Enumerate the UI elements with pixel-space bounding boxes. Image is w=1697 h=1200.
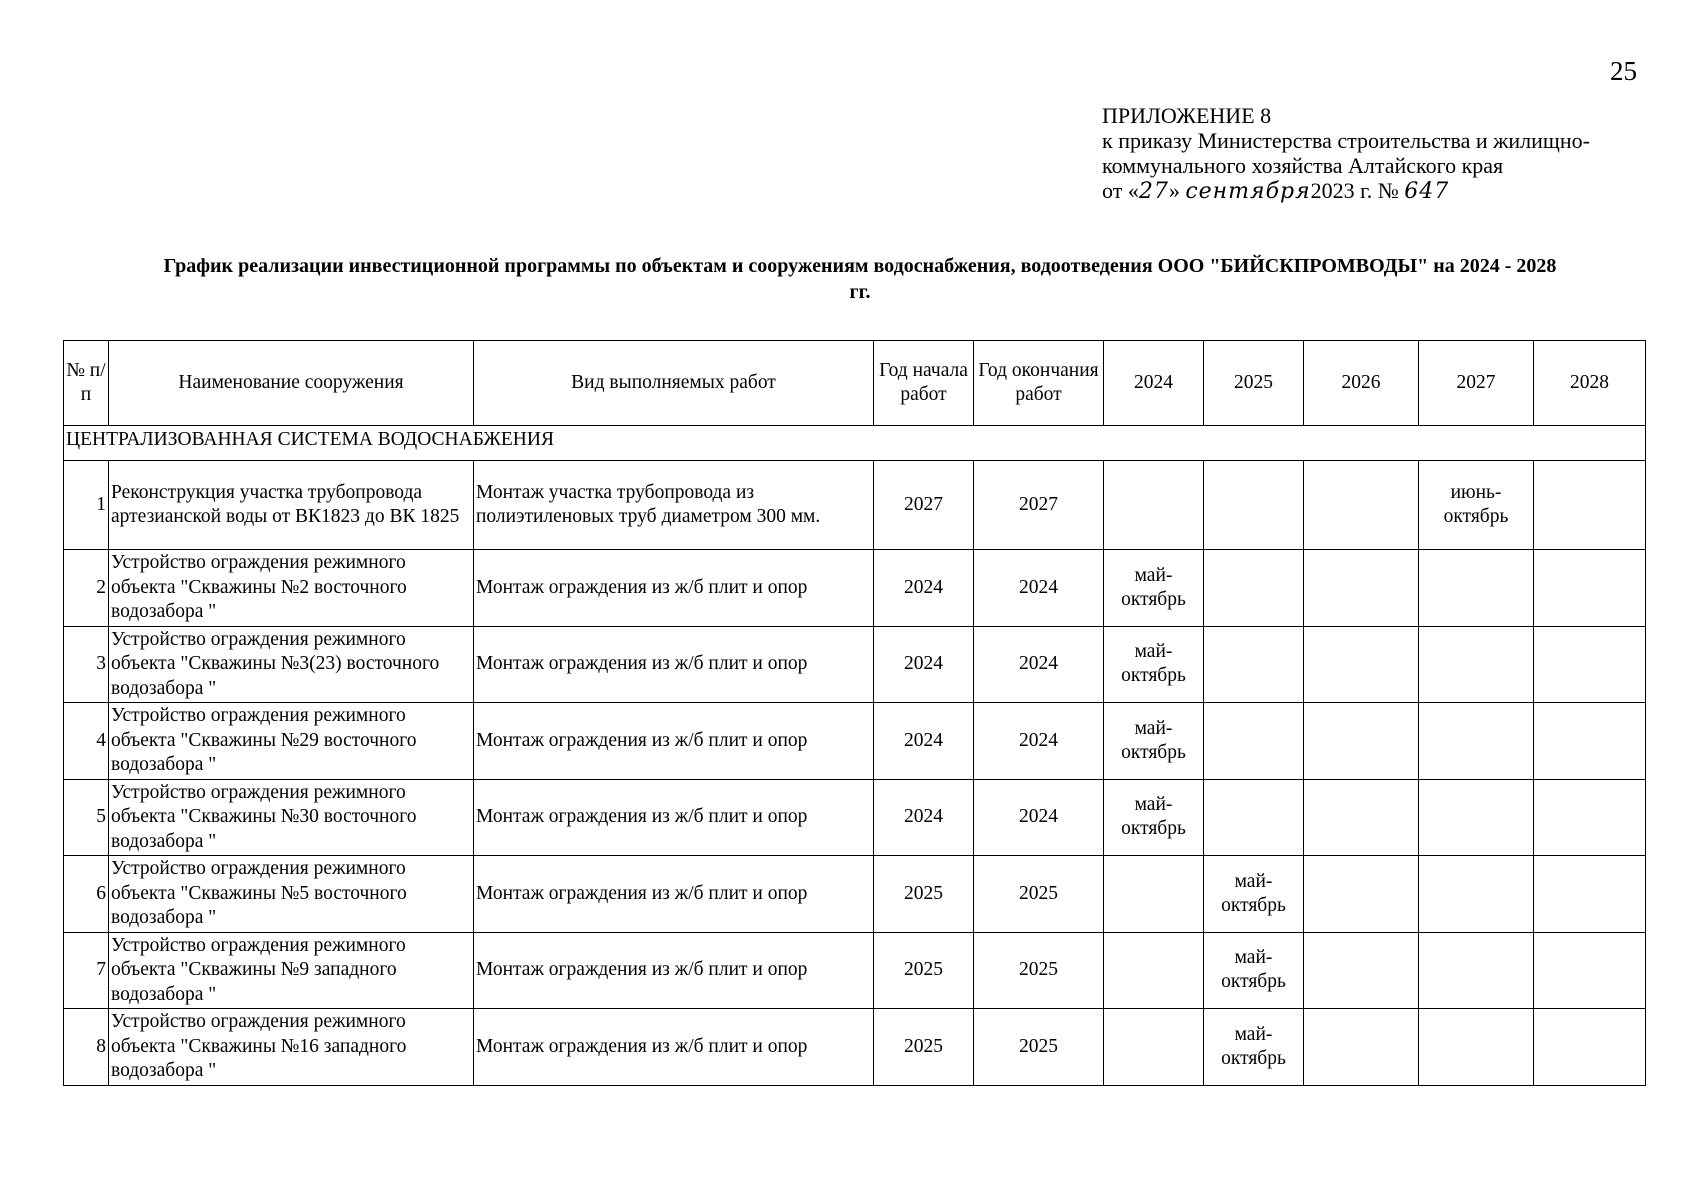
title-line-2: гг. <box>849 281 871 303</box>
row-number: 8 <box>64 1009 109 1086</box>
table-row <box>64 1009 1646 1086</box>
schedule-2027 <box>1419 856 1534 933</box>
start-year: 2024 <box>874 703 974 780</box>
start-year: 2027 <box>874 461 974 550</box>
handwritten-day: 27 <box>1138 179 1169 204</box>
header-start-year: Год начала работ <box>874 341 974 426</box>
facility-name: Реконструкция участка трубопровода артезианской воды от ВК1823 до ВК 1825 <box>109 461 474 550</box>
schedule-2028 <box>1534 461 1646 550</box>
work-type: Монтаж ограждения из ж/б плит и опор <box>474 703 874 780</box>
appendix-line-2: коммунального хозяйства Алтайского края <box>1102 153 1504 178</box>
work-type: Монтаж ограждения из ж/б плит и опор <box>474 1009 874 1086</box>
table-row <box>64 703 1646 780</box>
facility-name: Устройство ограждения режимного объекта "Скважины №30 восточного водозабора " <box>109 779 474 856</box>
row-number: 2 <box>64 550 109 627</box>
date-year: 2023 г. № <box>1310 178 1399 203</box>
row-number: 5 <box>64 779 109 856</box>
handwritten-month: сентября <box>1185 179 1311 204</box>
facility-name: Устройство ограждения режимного объекта "Скважины №3(23) восточного водозабора " <box>109 626 474 703</box>
schedule-2027 <box>1419 1009 1534 1086</box>
appendix-line-1: к приказу Министерства строительства и жилищно- <box>1102 128 1590 153</box>
handwritten-order-number: 647 <box>1404 179 1450 204</box>
start-year: 2025 <box>874 932 974 1009</box>
schedule-2024: май-октябрь <box>1104 703 1204 780</box>
table-row <box>64 932 1646 1009</box>
schedule-2027 <box>1419 550 1534 627</box>
date-prefix: от « <box>1102 178 1139 203</box>
section-row <box>64 426 1646 455</box>
schedule-2027 <box>1419 932 1534 1009</box>
start-year: 2024 <box>874 779 974 856</box>
schedule-2026 <box>1304 626 1419 703</box>
schedule-2028 <box>1534 932 1646 1009</box>
schedule-2028 <box>1534 703 1646 780</box>
schedule-table <box>63 340 1646 1086</box>
facility-name: Устройство ограждения режимного объекта "Скважины №9 западного водозабора " <box>109 932 474 1009</box>
header-2026: 2026 <box>1304 341 1419 426</box>
schedule-2025 <box>1204 703 1304 780</box>
schedule-2024 <box>1104 932 1204 1009</box>
table-row <box>64 626 1646 703</box>
work-type: Монтаж ограждения из ж/б плит и опор <box>474 626 874 703</box>
document-title <box>70 253 1650 305</box>
table-row <box>64 856 1646 933</box>
appendix-date-line <box>1102 178 1590 204</box>
schedule-2025 <box>1204 550 1304 627</box>
schedule-2027 <box>1419 779 1534 856</box>
work-type: Монтаж ограждения из ж/б плит и опор <box>474 550 874 627</box>
end-year: 2024 <box>974 550 1104 627</box>
header-2027: 2027 <box>1419 341 1534 426</box>
start-year: 2025 <box>874 856 974 933</box>
schedule-2025 <box>1204 779 1304 856</box>
header-end-year: Год окончания работ <box>974 341 1104 426</box>
header-name: Наименование сооружения <box>109 341 474 426</box>
schedule-2025: май-октябрь <box>1204 856 1304 933</box>
table-row <box>64 461 1646 550</box>
schedule-2025 <box>1204 626 1304 703</box>
schedule-2024: май-октябрь <box>1104 779 1204 856</box>
schedule-2024 <box>1104 1009 1204 1086</box>
start-year: 2024 <box>874 626 974 703</box>
schedule-2026 <box>1304 703 1419 780</box>
row-number: 1 <box>64 461 109 550</box>
schedule-2026 <box>1304 461 1419 550</box>
schedule-2027 <box>1419 626 1534 703</box>
row-number: 3 <box>64 626 109 703</box>
table-row <box>64 550 1646 627</box>
schedule-2024: май-октябрь <box>1104 550 1204 627</box>
facility-name: Устройство ограждения режимного объекта "Скважины №16 западного водозабора " <box>109 1009 474 1086</box>
schedule-2025 <box>1204 461 1304 550</box>
work-type: Монтаж ограждения из ж/б плит и опор <box>474 932 874 1009</box>
schedule-2028 <box>1534 626 1646 703</box>
schedule-2027: июнь-октябрь <box>1419 461 1534 550</box>
end-year: 2024 <box>974 779 1104 856</box>
header-work: Вид выполняемых работ <box>474 341 874 426</box>
schedule-2028 <box>1534 779 1646 856</box>
schedule-2026 <box>1304 550 1419 627</box>
work-type: Монтаж ограждения из ж/б плит и опор <box>474 779 874 856</box>
end-year: 2025 <box>974 932 1104 1009</box>
schedule-2024 <box>1104 461 1204 550</box>
header-2025: 2025 <box>1204 341 1304 426</box>
start-year: 2025 <box>874 1009 974 1086</box>
header-2024: 2024 <box>1104 341 1204 426</box>
appendix-title: ПРИЛОЖЕНИЕ 8 <box>1102 103 1272 128</box>
section-title: ЦЕНТРАЛИЗОВАННАЯ СИСТЕМА ВОДОСНАБЖЕНИЯ <box>64 426 1646 455</box>
facility-name: Устройство ограждения режимного объекта "Скважины №5 восточного водозабора " <box>109 856 474 933</box>
schedule-2028 <box>1534 856 1646 933</box>
title-line-1: График реализации инвестиционной программы по объектам и сооружениям водоснабжения, водоотведения ООО "БИЙСКПРОМВОДЫ" на 2024 - 2028 <box>163 255 1557 277</box>
work-type: Монтаж ограждения из ж/б плит и опор <box>474 856 874 933</box>
page-number: 25 <box>1610 56 1637 86</box>
table-header-row <box>64 341 1646 426</box>
row-number: 7 <box>64 932 109 1009</box>
schedule-2026 <box>1304 932 1419 1009</box>
schedule-2026 <box>1304 779 1419 856</box>
schedule-2027 <box>1419 703 1534 780</box>
work-type: Монтаж участка трубопровода из полиэтиленовых труб диаметром 300 мм. <box>474 461 874 550</box>
date-mid: » <box>1168 178 1180 203</box>
schedule-2028 <box>1534 1009 1646 1086</box>
appendix-block <box>1102 103 1590 204</box>
facility-name: Устройство ограждения режимного объекта "Скважины №29 восточного водозабора " <box>109 703 474 780</box>
end-year: 2025 <box>974 856 1104 933</box>
header-2028: 2028 <box>1534 341 1646 426</box>
row-number: 4 <box>64 703 109 780</box>
end-year: 2024 <box>974 703 1104 780</box>
facility-name: Устройство ограждения режимного объекта "Скважины №2 восточного водозабора " <box>109 550 474 627</box>
schedule-2024 <box>1104 856 1204 933</box>
schedule-2025: май-октябрь <box>1204 1009 1304 1086</box>
header-num: № п/п <box>64 341 109 426</box>
end-year: 2024 <box>974 626 1104 703</box>
row-number: 6 <box>64 856 109 933</box>
schedule-2026 <box>1304 1009 1419 1086</box>
schedule-2025: май-октябрь <box>1204 932 1304 1009</box>
table-row <box>64 779 1646 856</box>
start-year: 2024 <box>874 550 974 627</box>
schedule-2024: май-октябрь <box>1104 626 1204 703</box>
end-year: 2027 <box>974 461 1104 550</box>
schedule-2026 <box>1304 856 1419 933</box>
end-year: 2025 <box>974 1009 1104 1086</box>
schedule-2028 <box>1534 550 1646 627</box>
